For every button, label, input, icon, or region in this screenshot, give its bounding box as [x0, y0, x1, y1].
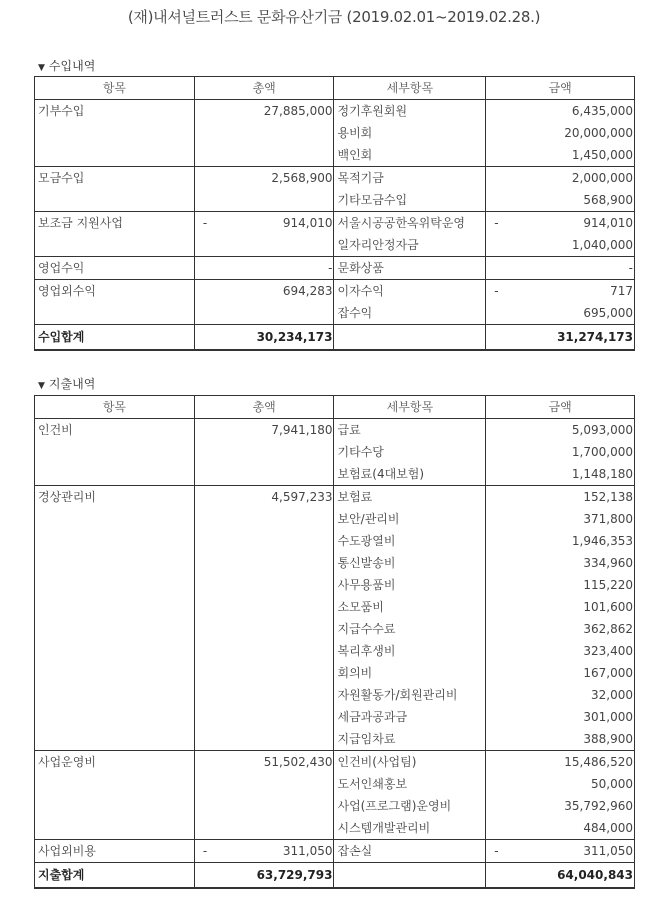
item-cell — [35, 618, 195, 640]
item-cell — [35, 640, 195, 662]
amount-cell — [486, 280, 635, 303]
total-label: 지출합계 — [35, 863, 195, 889]
total-empty-cell — [334, 863, 486, 889]
detail-cell: 백인회 — [334, 144, 486, 167]
detail-cell: 세금과공과금 — [334, 706, 486, 728]
amount-cell — [486, 751, 635, 774]
detail-cell: 잡손실 — [334, 840, 486, 863]
header-detail: 세부항목 — [334, 77, 486, 100]
detail-cell: 지급수수료 — [334, 618, 486, 640]
header-item: 항목 — [35, 396, 195, 419]
total-cell — [194, 234, 334, 257]
item-cell — [35, 552, 195, 574]
total-cell — [194, 728, 334, 751]
item-cell: 사업운영비 — [35, 751, 195, 774]
amount-value: 371,800 — [583, 512, 633, 526]
total-label: 수입합계 — [35, 325, 195, 351]
total-value: 694,283 — [282, 284, 333, 298]
total-cell — [194, 122, 334, 144]
table-row — [35, 817, 635, 840]
total-cell — [194, 640, 334, 662]
detail-cell: 회의비 — [334, 662, 486, 684]
amount-value: 1,040,000 — [571, 238, 633, 252]
total-value: 2,568,900 — [271, 171, 333, 185]
detail-cell: 문화상품 — [334, 257, 486, 280]
expense-section-heading — [38, 375, 95, 392]
total-sum: 30,234,173 — [194, 325, 334, 351]
total-cell — [194, 508, 334, 530]
total-value: 311,050 — [282, 844, 333, 858]
total-cell — [194, 773, 334, 795]
detail-cell: 통신발송비 — [334, 552, 486, 574]
item-cell — [35, 574, 195, 596]
total-cell — [194, 751, 334, 774]
table-row — [35, 751, 635, 774]
page-title: (재)내셔널트러스트 문화유산기금 (2019.02.01~2019.02.28.) — [127, 8, 541, 26]
item-cell — [35, 596, 195, 618]
item-cell — [35, 728, 195, 751]
amount-cell — [486, 441, 635, 463]
income-section-heading — [38, 57, 95, 74]
item-cell: 영업수익 — [35, 257, 195, 280]
item-cell — [35, 302, 195, 325]
table-row — [35, 144, 635, 167]
detail-cell: 사무용품비 — [334, 574, 486, 596]
item-cell: 인건비 — [35, 419, 195, 442]
item-cell: 모금수입 — [35, 167, 195, 190]
amount-value: 167,000 — [583, 666, 633, 680]
total-cell — [194, 280, 334, 303]
amount-value: 1,946,353 — [571, 534, 633, 548]
amount-cell — [486, 167, 635, 190]
amount-value: 388,900 — [583, 732, 633, 746]
total-cell — [194, 795, 334, 817]
amount-value: 101,600 — [583, 600, 633, 614]
detail-cell: 사업(프로그램)운영비 — [334, 795, 486, 817]
amount-value: 695,000 — [583, 306, 633, 320]
detail-cell: 보험료 — [334, 486, 486, 509]
amount-value: 1,450,000 — [571, 148, 633, 162]
amount-cell — [486, 662, 635, 684]
total-cell — [194, 486, 334, 509]
amount-value: 35,792,960 — [564, 799, 633, 813]
amount-cell — [486, 795, 635, 817]
amount-cell — [486, 419, 635, 442]
detail-cell: 소모품비 — [334, 596, 486, 618]
amount-cell — [486, 508, 635, 530]
amount-value: 914,010 — [583, 216, 633, 230]
income-section-label: 수입내역 — [48, 59, 96, 73]
item-cell — [35, 189, 195, 212]
detail-cell: 복리후생비 — [334, 640, 486, 662]
amount-cell — [486, 817, 635, 840]
table-row — [35, 574, 635, 596]
expense-table — [34, 395, 635, 889]
item-cell: 경상관리비 — [35, 486, 195, 509]
detail-cell: 지급임차료 — [334, 728, 486, 751]
amount-cell — [486, 463, 635, 486]
table-row — [35, 508, 635, 530]
amount-value: 6,435,000 — [571, 104, 633, 118]
item-cell — [35, 122, 195, 144]
total-sum: 63,729,793 — [194, 863, 334, 889]
table-row — [35, 167, 635, 190]
item-cell — [35, 773, 195, 795]
total-value: - — [328, 261, 333, 275]
amount-value: 311,050 — [583, 844, 633, 858]
total-cell — [194, 530, 334, 552]
detail-cell: 정기후원회원 — [334, 100, 486, 123]
total-cell — [194, 706, 334, 728]
table-row — [35, 840, 635, 863]
detail-cell: 서울시공공한옥위탁운영 — [334, 212, 486, 235]
total-cell — [194, 574, 334, 596]
amount-cell — [486, 773, 635, 795]
table-row — [35, 463, 635, 486]
table-row — [35, 618, 635, 640]
table-row — [35, 189, 635, 212]
detail-cell: 목적기금 — [334, 167, 486, 190]
amount-value: 2,000,000 — [571, 171, 633, 185]
amount-cell — [486, 486, 635, 509]
amount-value: 152,138 — [583, 490, 633, 504]
amount-value: 5,093,000 — [571, 423, 633, 437]
dash-marker: - — [494, 844, 499, 858]
total-cell — [194, 419, 334, 442]
detail-cell: 보안/관리비 — [334, 508, 486, 530]
amount-cell — [486, 100, 635, 123]
table-row — [35, 773, 635, 795]
triangle-down-icon: ▼ — [38, 381, 45, 391]
amount-cell — [486, 189, 635, 212]
table-row — [35, 257, 635, 280]
item-cell: 기부수입 — [35, 100, 195, 123]
header-amount: 금액 — [486, 77, 635, 100]
table-row — [35, 795, 635, 817]
total-cell — [194, 552, 334, 574]
table-row — [35, 552, 635, 574]
amount-value: 484,000 — [583, 821, 633, 835]
table-row — [35, 486, 635, 509]
total-cell — [194, 662, 334, 684]
amount-value: 15,486,520 — [564, 755, 633, 769]
amount-cell — [486, 618, 635, 640]
item-cell: 보조금 지원사업 — [35, 212, 195, 235]
detail-cell: 일자리안정자금 — [334, 234, 486, 257]
amount-cell — [486, 302, 635, 325]
item-cell: 사업외비용 — [35, 840, 195, 863]
dash-marker: - — [494, 216, 499, 230]
table-row — [35, 441, 635, 463]
amount-cell — [486, 596, 635, 618]
total-cell — [194, 189, 334, 212]
total-cell — [194, 144, 334, 167]
triangle-down-icon: ▼ — [38, 63, 45, 73]
detail-cell: 급료 — [334, 419, 486, 442]
dash-marker: - — [202, 216, 208, 230]
detail-cell: 기타모금수입 — [334, 189, 486, 212]
amount-value: 568,900 — [583, 193, 633, 207]
header-total: 총액 — [194, 77, 334, 100]
table-row — [35, 596, 635, 618]
amount-cell — [486, 706, 635, 728]
detail-cell: 이자수익 — [334, 280, 486, 303]
item-cell — [35, 662, 195, 684]
table-row — [35, 212, 635, 235]
amount-value: 32,000 — [591, 688, 633, 702]
total-row — [35, 863, 635, 889]
amount-cell — [486, 234, 635, 257]
amount-cell — [486, 144, 635, 167]
amount-value: 115,220 — [583, 578, 633, 592]
total-cell — [194, 302, 334, 325]
detail-cell: 시스템개발관리비 — [334, 817, 486, 840]
table-row — [35, 706, 635, 728]
item-cell — [35, 441, 195, 463]
total-cell — [194, 463, 334, 486]
detail-cell: 수도광열비 — [334, 530, 486, 552]
item-cell — [35, 684, 195, 706]
total-value: 914,010 — [282, 216, 333, 230]
item-cell — [35, 817, 195, 840]
table-row — [35, 419, 635, 442]
item-cell: 영업외수익 — [35, 280, 195, 303]
amount-cell — [486, 840, 635, 863]
table-row — [35, 728, 635, 751]
item-cell — [35, 234, 195, 257]
table-row — [35, 530, 635, 552]
item-cell — [35, 795, 195, 817]
header-amount: 금액 — [486, 396, 635, 419]
total-row — [35, 325, 635, 351]
total-cell — [194, 212, 334, 235]
amount-cell — [486, 257, 635, 280]
amount-value: 301,000 — [583, 710, 633, 724]
total-cell — [194, 596, 334, 618]
header-detail: 세부항목 — [334, 396, 486, 419]
amount-cell — [486, 552, 635, 574]
amount-value: 1,700,000 — [571, 445, 633, 459]
total-cell — [194, 167, 334, 190]
item-cell — [35, 463, 195, 486]
amount-cell — [486, 728, 635, 751]
total-amount: 64,040,843 — [486, 863, 635, 889]
total-value: 27,885,000 — [263, 104, 333, 118]
total-cell — [194, 100, 334, 123]
total-cell — [194, 840, 334, 863]
table-row — [35, 684, 635, 706]
detail-cell: 기타수당 — [334, 441, 486, 463]
amount-cell — [486, 684, 635, 706]
detail-cell: 도서인쇄홍보 — [334, 773, 486, 795]
header-total: 총액 — [194, 396, 334, 419]
amount-value: - — [628, 261, 633, 275]
amount-value: 362,862 — [583, 622, 633, 636]
amount-value: 334,960 — [583, 556, 633, 570]
detail-cell: 인건비(사업팀) — [334, 751, 486, 774]
total-value: 51,502,430 — [263, 755, 333, 769]
total-empty-cell — [334, 325, 486, 351]
detail-cell: 보험료(4대보험) — [334, 463, 486, 486]
table-row — [35, 662, 635, 684]
amount-cell — [486, 122, 635, 144]
header-item: 항목 — [35, 77, 195, 100]
amount-value: 717 — [610, 284, 633, 298]
table-row — [35, 122, 635, 144]
dash-marker: - — [494, 284, 499, 298]
item-cell — [35, 530, 195, 552]
total-value: 7,941,180 — [271, 423, 333, 437]
total-cell — [194, 817, 334, 840]
total-cell — [194, 441, 334, 463]
item-cell — [35, 508, 195, 530]
expense-section-label: 지출내역 — [48, 377, 96, 391]
dash-marker: - — [202, 844, 208, 858]
total-amount: 31,274,173 — [486, 325, 635, 351]
table-row — [35, 234, 635, 257]
table-row — [35, 280, 635, 303]
amount-value: 323,400 — [583, 644, 633, 658]
amount-cell — [486, 212, 635, 235]
amount-value: 50,000 — [591, 777, 633, 791]
income-table — [34, 76, 635, 351]
total-cell — [194, 618, 334, 640]
table-row — [35, 302, 635, 325]
amount-value: 20,000,000 — [564, 126, 633, 140]
amount-cell — [486, 530, 635, 552]
total-value: 4,597,233 — [271, 490, 333, 504]
amount-cell — [486, 574, 635, 596]
total-cell — [194, 257, 334, 280]
item-cell — [35, 706, 195, 728]
amount-value: 1,148,180 — [571, 467, 633, 481]
detail-cell: 자원활동가/회원관리비 — [334, 684, 486, 706]
item-cell — [35, 144, 195, 167]
detail-cell: 잡수익 — [334, 302, 486, 325]
table-row — [35, 100, 635, 123]
detail-cell: 용비회 — [334, 122, 486, 144]
table-row — [35, 640, 635, 662]
total-cell — [194, 684, 334, 706]
amount-cell — [486, 640, 635, 662]
